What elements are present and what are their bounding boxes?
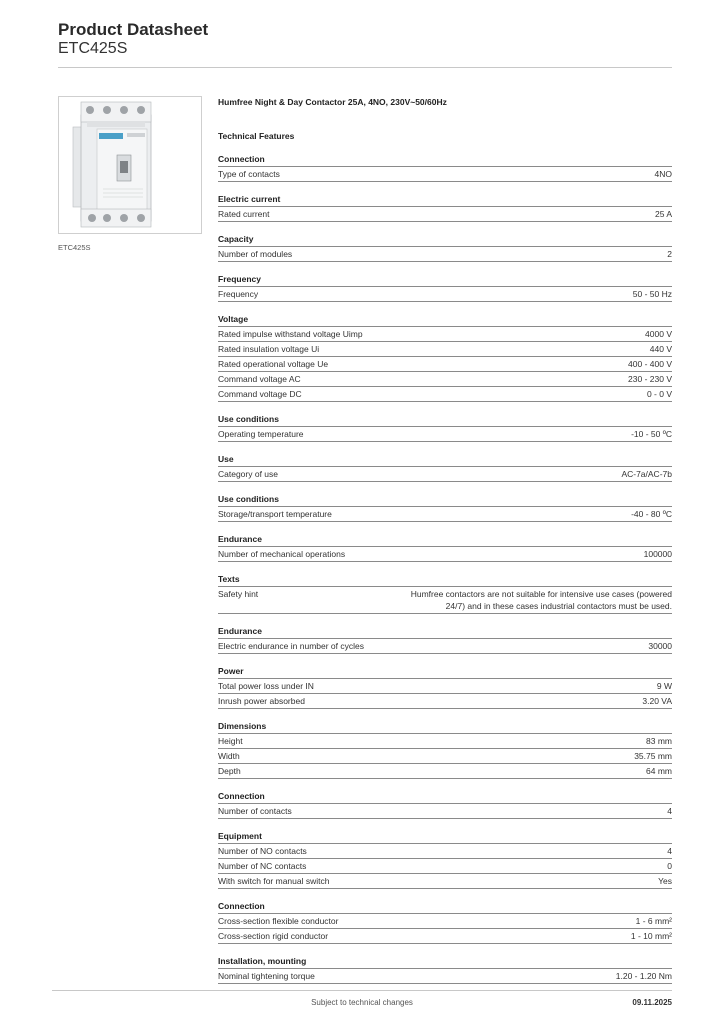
spec-value: 0 - 0 V (646, 389, 672, 399)
spec-row (218, 859, 672, 874)
spec-row (218, 167, 672, 182)
spec-value: 4000 V (645, 329, 672, 339)
spec-label: Command voltage DC (218, 389, 302, 399)
spec-value: 64 mm (646, 766, 672, 776)
spec-value: 1.20 - 1.20 Nm (615, 971, 672, 981)
spec-label: Cross-section rigid conductor (218, 931, 329, 941)
spec-row (218, 844, 672, 859)
spec-section (218, 790, 672, 819)
footer-note: Subject to technical changes (311, 998, 413, 1007)
section-title: Connection (218, 900, 672, 914)
spec-value: 83 mm (646, 736, 672, 746)
spec-label: Operating temperature (218, 429, 304, 439)
spec-row (218, 929, 672, 944)
spec-value: 9 W (656, 681, 672, 691)
spec-row (218, 342, 672, 357)
spec-label: Nominal tightening torque (218, 971, 315, 981)
section-title: Connection (218, 153, 672, 167)
spec-section (218, 313, 672, 402)
spec-label: Number of NO contacts (218, 846, 307, 856)
spec-row (218, 467, 672, 482)
spec-label: Cross-section flexible conductor (218, 916, 339, 926)
spec-value: 25 A (654, 209, 672, 219)
spec-label: Command voltage AC (218, 374, 301, 384)
spec-section (218, 233, 672, 262)
section-title: Endurance (218, 533, 672, 547)
spec-label: Rated impulse withstand voltage Uimp (218, 329, 363, 339)
spec-row (218, 357, 672, 372)
spec-row (218, 679, 672, 694)
spec-row (218, 914, 672, 929)
section-title: Voltage (218, 313, 672, 327)
spec-section (218, 720, 672, 779)
spec-row (218, 694, 672, 709)
spec-row (218, 639, 672, 654)
page-title: Product Datasheet (58, 20, 209, 39)
spec-label: Number of modules (218, 249, 293, 259)
spec-row (218, 969, 672, 984)
spec-value: 440 V (649, 344, 672, 354)
spec-label: Number of contacts (218, 806, 292, 816)
section-title: Power (218, 665, 672, 679)
contactor-illustration (59, 97, 201, 233)
product-image (58, 96, 202, 234)
spec-value: 4 (667, 806, 672, 816)
spec-value: 4NO (654, 169, 672, 179)
spec-section (218, 453, 672, 482)
spec-value: 50 - 50 Hz (632, 289, 672, 299)
spec-section (218, 955, 672, 984)
section-title: Equipment (218, 830, 672, 844)
spec-value: Yes (658, 876, 672, 886)
spec-section (218, 273, 672, 302)
spec-value: 230 - 230 V (628, 374, 672, 384)
spec-sections (218, 153, 672, 984)
spec-value: AC-7a/AC-7b (621, 469, 672, 479)
section-title: Endurance (218, 625, 672, 639)
section-title: Capacity (218, 233, 672, 247)
spec-value: 30000 (648, 641, 672, 651)
spec-row (218, 327, 672, 342)
spec-section (218, 533, 672, 562)
spec-row (218, 287, 672, 302)
spec-row (218, 547, 672, 562)
spec-value: 400 - 400 V (628, 359, 672, 369)
spec-value: 2 (667, 249, 672, 259)
spec-value: 3.20 VA (642, 696, 672, 706)
spec-label: Depth (218, 766, 241, 776)
spec-label: Total power loss under IN (218, 681, 314, 691)
spec-value: 1 - 6 mm² (635, 916, 672, 926)
page-header (58, 20, 208, 58)
product-name: Humfree Night & Day Contactor 25A, 4NO, 230V~50/60Hz (218, 97, 447, 107)
section-title: Use (218, 453, 672, 467)
spec-value: -40 - 80 ºC (631, 509, 672, 519)
section-title: Use conditions (218, 413, 672, 427)
spec-row (218, 587, 672, 614)
spec-section (218, 625, 672, 654)
spec-label: With switch for manual switch (218, 876, 330, 886)
image-caption: ETC425S (58, 243, 91, 252)
spec-label: Rated insulation voltage Ui (218, 344, 320, 354)
spec-label: Inrush power absorbed (218, 696, 305, 706)
technical-features-heading: Technical Features (218, 131, 295, 141)
spec-section (218, 153, 672, 182)
spec-row (218, 749, 672, 764)
spec-section (218, 493, 672, 522)
section-title: Texts (218, 573, 672, 587)
spec-section (218, 413, 672, 442)
spec-value: 35.75 mm (634, 751, 672, 761)
section-title: Frequency (218, 273, 672, 287)
spec-value: 0 (667, 861, 672, 871)
header-divider (58, 67, 672, 68)
spec-row (218, 764, 672, 779)
section-title: Use conditions (218, 493, 672, 507)
spec-value: 100000 (643, 549, 672, 559)
spec-row (218, 207, 672, 222)
spec-value: 1 - 10 mm² (630, 931, 672, 941)
spec-label: Type of contacts (218, 169, 280, 179)
section-title: Connection (218, 790, 672, 804)
spec-row (218, 804, 672, 819)
spec-row (218, 427, 672, 442)
spec-row (218, 372, 672, 387)
spec-section (218, 665, 672, 709)
spec-label: Storage/transport temperature (218, 509, 332, 519)
spec-label: Rated operational voltage Ue (218, 359, 329, 369)
spec-value: Humfree contactors are not suitable for intensive use cases (powered 24/7) and in these cases industrial contactors must be used. (410, 589, 672, 611)
spec-value: 4 (667, 846, 672, 856)
product-code: ETC425S (58, 40, 128, 57)
spec-section (218, 900, 672, 944)
spec-label: Safety hint (218, 589, 259, 599)
spec-content (218, 95, 672, 984)
spec-label: Width (218, 751, 240, 761)
spec-label: Frequency (218, 289, 259, 299)
spec-value: -10 - 50 ºC (631, 429, 672, 439)
spec-section (218, 193, 672, 222)
spec-row (218, 387, 672, 402)
spec-label: Rated current (218, 209, 270, 219)
spec-label: Category of use (218, 469, 279, 479)
spec-row (218, 247, 672, 262)
spec-label: Number of mechanical operations (218, 549, 346, 559)
section-title: Dimensions (218, 720, 672, 734)
spec-label: Height (218, 736, 243, 746)
footer-divider (52, 990, 672, 991)
spec-row (218, 734, 672, 749)
spec-label: Electric endurance in number of cycles (218, 641, 364, 651)
section-title: Installation, mounting (218, 955, 672, 969)
spec-label: Number of NC contacts (218, 861, 307, 871)
spec-row (218, 874, 672, 889)
footer-date: 09.11.2025 (632, 998, 672, 1007)
spec-row (218, 507, 672, 522)
spec-section (218, 830, 672, 889)
section-title: Electric current (218, 193, 672, 207)
spec-section (218, 573, 672, 614)
